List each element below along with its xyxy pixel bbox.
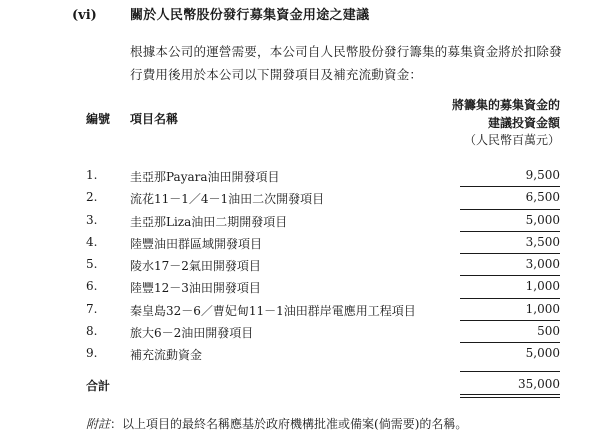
row-amount: 1,000	[525, 279, 560, 294]
table-row	[0, 166, 600, 188]
header-amount-line1: 將籌集的募集資金的	[451, 98, 560, 112]
footnote	[86, 414, 467, 434]
table-row	[0, 322, 600, 344]
row-number: 8.	[86, 324, 98, 339]
table-row	[0, 344, 600, 366]
row-name: 陸豐油田群區域開發項目	[130, 236, 263, 251]
row-amount: 3,000	[525, 257, 560, 272]
total-top-rule	[460, 371, 560, 372]
header-number: 編號	[86, 112, 111, 126]
intro-line-1: 根據本公司的運營需要，本公司自人民幣股份發行籌集的募集資金將於扣除發	[130, 44, 562, 59]
header-amount-line2: 建議投資金額	[487, 116, 560, 130]
row-name: 補充流動資金	[130, 348, 203, 363]
row-number: 4.	[86, 234, 98, 249]
row-underline	[460, 342, 560, 343]
row-name: 秦皇島32－6／曹妃甸11－1油田群岸電應用工程項目	[130, 303, 416, 318]
row-number: 2.	[86, 190, 98, 205]
row-underline	[460, 231, 560, 232]
row-underline	[460, 320, 560, 321]
row-name: 陸豐12－3油田開發項目	[130, 281, 261, 296]
row-amount: 500	[537, 324, 560, 339]
row-amount: 1,000	[525, 301, 560, 316]
row-amount: 3,500	[525, 234, 560, 249]
table-body	[0, 166, 600, 367]
total-label: 合計	[86, 379, 111, 393]
table-row	[0, 277, 600, 299]
table-row	[0, 300, 600, 322]
section-title: 關於人民幣股份發行募集資金用途之建議	[130, 8, 370, 23]
row-name: 陵水17－2氣田開發項目	[130, 259, 261, 274]
table-row	[0, 233, 600, 255]
row-underline	[460, 253, 560, 254]
row-amount: 9,500	[525, 168, 560, 182]
row-name: 圭亞那Payara油田開發項目	[130, 170, 280, 184]
table-row	[0, 188, 600, 210]
footnote-text: ：以上項目的最終名稱應基於政府機構批准或備案(倘需要)的名稱。	[110, 417, 468, 431]
row-underline	[460, 275, 560, 276]
footnote-label: 附註	[86, 417, 111, 431]
row-name: 流花11－1／4－1油田二次開發項目	[130, 192, 325, 207]
row-number: 1.	[86, 168, 98, 182]
section-number: (vi)	[72, 8, 97, 23]
row-number: 7.	[86, 301, 98, 316]
row-number: 3.	[86, 212, 98, 227]
row-name: 旅大6－2油田開發項目	[130, 326, 254, 341]
header-name: 項目名稱	[130, 112, 179, 126]
row-amount: 6,500	[525, 190, 560, 205]
header-amount	[452, 96, 560, 132]
row-number: 6.	[86, 279, 98, 294]
row-underline	[460, 298, 560, 299]
row-number: 5.	[86, 257, 98, 272]
intro-line-2: 行費用後用於本公司以下開發項目及補充流動資金：	[130, 67, 423, 82]
total-double-rule	[460, 394, 560, 398]
table-row	[0, 255, 600, 277]
intro-paragraph	[130, 40, 570, 86]
row-amount: 5,000	[525, 346, 560, 361]
row-name: 圭亞那Liza油田二期開發項目	[130, 214, 288, 229]
row-underline	[460, 186, 560, 187]
row-amount: 5,000	[525, 212, 560, 227]
row-underline	[460, 209, 560, 210]
total-amount: 35,000	[518, 377, 560, 391]
row-number: 9.	[86, 346, 98, 361]
table-row	[0, 211, 600, 233]
header-unit: （人民幣百萬元）	[463, 133, 560, 147]
